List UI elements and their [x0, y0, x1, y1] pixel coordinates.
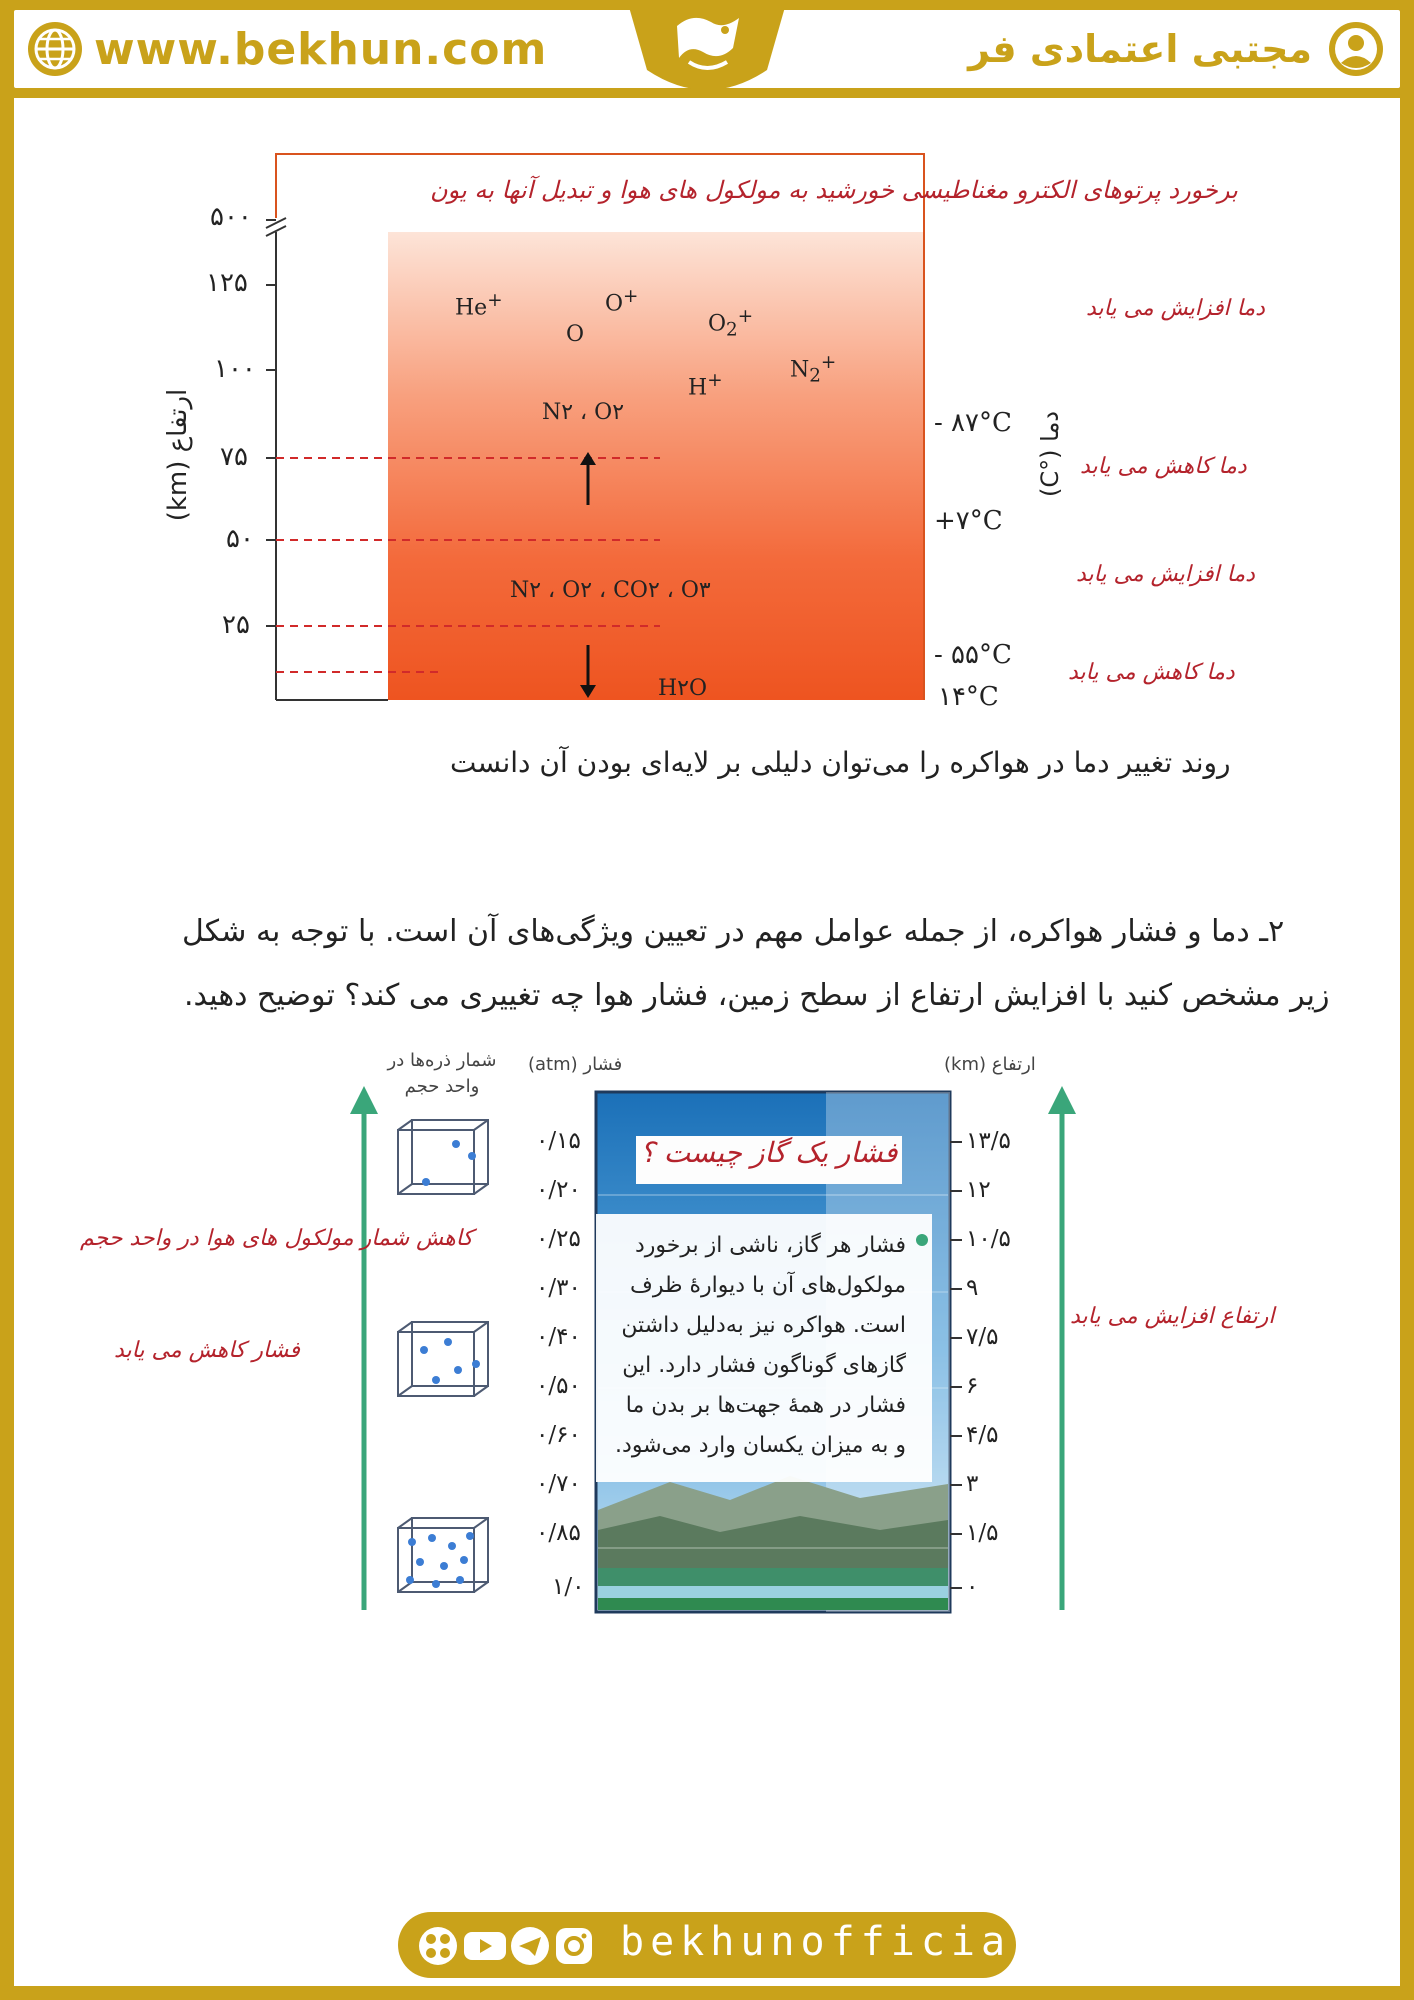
y-tick-50: ۵۰: [226, 524, 254, 554]
info-line-5: فشار در همهٔ جهت‌ها بر بدن ما: [625, 1393, 906, 1418]
pressure-tick-7: ۰/۶۰: [536, 1422, 581, 1448]
species-o-ion: O+: [605, 286, 639, 317]
website-text: www.bekhun.com: [94, 23, 548, 75]
altitude-tick-4: ۹: [966, 1275, 979, 1301]
altitude-tick-6: ۶: [966, 1373, 979, 1399]
particle-box-medium: [398, 1322, 488, 1396]
species-lower-mix: N۲ ، O۲ ، CO۲ ، O۳: [510, 578, 711, 603]
globe-icon: [26, 20, 84, 78]
y-axis-label: ارتفاع (km): [163, 388, 193, 522]
atmosphere-graphic: [150, 140, 930, 720]
note-temp-fall-2: دما کاهش می یابد: [1068, 660, 1235, 685]
info-line-6: و به میزان یکسان وارد می‌شود.: [615, 1433, 906, 1458]
temp-minus-55: - ۵۵°C: [934, 640, 1012, 670]
note-pressure-decrease: فشار کاهش می یابد: [114, 1338, 300, 1363]
species-o: O: [566, 322, 585, 347]
pressure-tick-3: ۰/۲۵: [536, 1226, 581, 1252]
note-temp-fall-1: دما کاهش می یابد: [1080, 454, 1247, 479]
altitude-tick-8: ۳: [966, 1471, 979, 1497]
altitude-tick-7: ۴/۵: [966, 1422, 999, 1448]
question-line-1: ۲ـ دما و فشار هواکره، از جمله عوامل مهم در تعیین ویژگی‌های آن است. با توجه به شکل: [182, 914, 1285, 949]
author-name: مجتبی اعتمادی فر: [968, 27, 1312, 71]
info-line-1: فشار هر گاز، ناشی از برخورد: [634, 1233, 906, 1258]
info-line-2: مولکول‌های آن با دیوارهٔ ظرف: [630, 1273, 906, 1298]
y-tick-500: ۵۰۰: [210, 202, 252, 232]
species-water: H۲O: [658, 676, 708, 701]
author-block: [968, 18, 1386, 80]
species-h-ion: H+: [688, 370, 723, 401]
social-icons: [416, 1924, 612, 1968]
info-box-text: [606, 1226, 906, 1466]
pressure-tick-5: ۰/۴۰: [536, 1324, 581, 1350]
instagram-icon[interactable]: [556, 1928, 592, 1964]
particles-label-2: واحد حجم: [404, 1076, 480, 1097]
altitude-tick-10: ۰: [966, 1574, 979, 1600]
y-tick-100: ۱۰۰: [214, 354, 256, 384]
temp-14: ۱۴°C: [938, 682, 999, 712]
user-icon: [1326, 19, 1386, 79]
note-temp-rise-1: دما افزایش می یابد: [1086, 296, 1265, 321]
y-tick-125: ۱۲۵: [206, 268, 248, 298]
info-line-4: گازهای گوناگون فشار دارد. این: [622, 1353, 906, 1378]
note-particles-decrease: کاهش شمار مولکول های هوا در واحد حجم: [80, 1226, 473, 1251]
species-o2-ion: $O_2^+$: [708, 306, 754, 341]
pressure-tick-2: ۰/۲۰: [536, 1177, 581, 1203]
youtube-icon[interactable]: [464, 1932, 506, 1960]
temp-minus-87: - ۸۷°C: [934, 408, 1012, 438]
pressure-tick-10: ۱/۰: [552, 1574, 585, 1600]
pressure-axis-label: فشار (atm): [528, 1054, 623, 1075]
y-tick-25: ۲۵: [222, 610, 250, 640]
pressure-tick-6: ۰/۵۰: [536, 1373, 581, 1399]
altitude-axis-label: ارتفاع (km): [944, 1054, 1036, 1075]
info-line-3: است. هواکره نیز به‌دلیل داشتن: [621, 1313, 906, 1338]
question-line-2: زیر مشخص کنید با افزایش ارتفاع از سطح زمین، فشار هوا چه تغییری می کند؟ توضیح دهید.: [184, 978, 1330, 1013]
altitude-tick-9: ۱/۵: [966, 1520, 999, 1546]
pressure-tick-8: ۰/۷۰: [536, 1471, 581, 1497]
note-altitude-increase: ارتفاع افزایش می یابد: [1070, 1304, 1275, 1329]
social-handle[interactable]: bekhunofficial: [620, 1919, 1042, 1965]
box-title: فشار یک گاز چیست ؟: [640, 1136, 898, 1169]
altitude-tick-3: ۱۰/۵: [966, 1226, 1011, 1252]
temp-axis-label: دما (°C): [1036, 411, 1064, 497]
species-upper-mix: N۲ ، O۲: [542, 400, 625, 425]
bekhun-logo: [627, 0, 787, 98]
pressure-tick-9: ۰/۸۵: [536, 1520, 581, 1546]
bullet-icon: [916, 1234, 928, 1246]
chart-caption: روند تغییر دما در هواکره را می‌توان دلیلی بر لایه‌ای بودن آن دانست: [450, 746, 1231, 779]
species-he: He+: [455, 290, 503, 321]
note-temp-rise-2: دما افزایش می یابد: [1076, 562, 1255, 587]
aparat-icon[interactable]: [419, 1927, 457, 1965]
y-tick-75: ۷۵: [220, 442, 248, 472]
particles-label-1: شمار ذره‌ها در: [387, 1050, 497, 1071]
altitude-tick-5: ۷/۵: [966, 1324, 999, 1350]
website-link[interactable]: [26, 18, 547, 80]
altitude-tick-1: ۱۳/۵: [966, 1128, 1011, 1154]
temp-plus-7: +۷°C: [934, 506, 1003, 536]
pressure-tick-1: ۰/۱۵: [536, 1128, 581, 1154]
altitude-ticks: [950, 1142, 962, 1588]
telegram-icon[interactable]: [511, 1927, 549, 1965]
species-n2-ion: $N_2^+$: [790, 352, 837, 387]
altitude-tick-2: ۱۲: [966, 1177, 991, 1203]
ionization-note: برخورد پرتوهای الکترو مغناطیسی خورشید به مولکول های هوا و تبدیل آنها به یون: [430, 176, 1238, 204]
pressure-tick-4: ۰/۳۰: [536, 1275, 581, 1301]
